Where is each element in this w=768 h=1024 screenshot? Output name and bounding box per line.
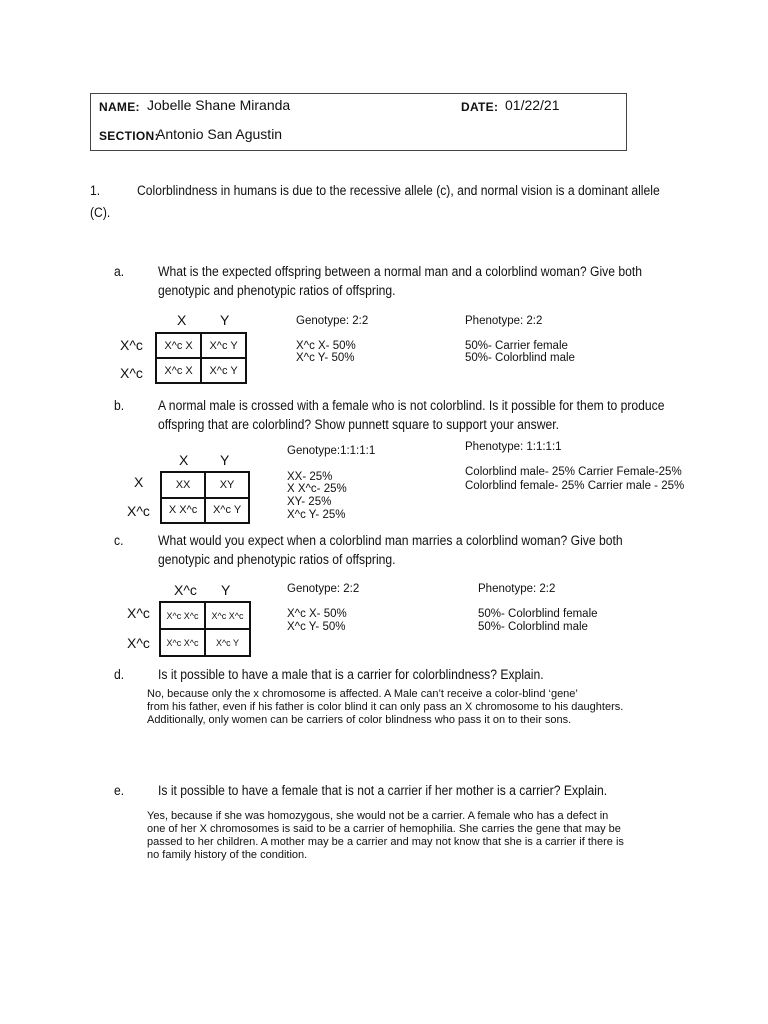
qa-col1: X bbox=[177, 312, 187, 328]
qd-letter: d. bbox=[114, 667, 125, 682]
qe-answer-line: no family history of the condition. bbox=[147, 849, 308, 861]
qc-genotype-line: X^c Y- 50% bbox=[287, 621, 346, 633]
section-value: Antonio San Agustin bbox=[156, 126, 283, 142]
qc-cell: X^c X^c bbox=[160, 629, 205, 656]
q1-number: 1. bbox=[90, 183, 101, 198]
qb-phenotype-line: Colorblind female- 25% Carrier male - 25% bbox=[465, 480, 685, 492]
section-label: SECTION: bbox=[99, 129, 159, 143]
qa-punnett-square bbox=[155, 332, 247, 384]
qc-phenotype-line: 50%- Colorblind male bbox=[478, 621, 588, 633]
qd-answer-line: Additionally, only women can be carriers of color blindness who pass it on to their sons. bbox=[147, 714, 572, 726]
qc-phenotype-title: Phenotype: 2:2 bbox=[478, 583, 556, 595]
qa-phenotype-line: 50%- Colorblind male bbox=[465, 352, 575, 364]
qc-punnett-square bbox=[159, 601, 251, 657]
qc-cell: X^c Y bbox=[205, 629, 250, 656]
qa-row2: X^c bbox=[120, 365, 143, 381]
qa-cell: X^c X bbox=[156, 358, 201, 383]
name-value: Jobelle Shane Miranda bbox=[147, 97, 291, 113]
qa-phenotype-title: Phenotype: 2:2 bbox=[465, 315, 543, 327]
q1-text-line2: (C). bbox=[90, 205, 111, 220]
qc-row2: X^c bbox=[127, 635, 150, 651]
qb-genotype-line: X^c Y- 25% bbox=[287, 509, 346, 521]
qb-phenotype-line: Colorblind male- 25% Carrier Female-25% bbox=[465, 466, 682, 478]
qb-cell: XX bbox=[161, 472, 205, 498]
qb-col1: X bbox=[179, 452, 189, 468]
qb-cell: X^c Y bbox=[205, 498, 249, 524]
qa-row1: X^c bbox=[120, 337, 143, 353]
q1-text-line1: Colorblindness in humans is due to the recessive allele (c), and normal vision is a dominant allele bbox=[137, 183, 660, 198]
qb-line2: offspring that are colorblind? Show punnett square to support your answer. bbox=[158, 417, 559, 432]
qe-answer-line: passed to her children. A mother may be a carrier and may not know that she is a carrier if there is bbox=[147, 836, 624, 848]
qc-cell: X^c X^c bbox=[160, 602, 205, 629]
qb-line1: A normal male is crossed with a female who is not colorblind. Is it possible for them to produce bbox=[158, 398, 665, 413]
qc-line1: What would you expect when a colorblind man marries a colorblind woman? Give both bbox=[158, 533, 623, 548]
qa-cell: X^c Y bbox=[201, 333, 246, 358]
qb-letter: b. bbox=[114, 398, 125, 413]
qc-cell: X^c X^c bbox=[205, 602, 250, 629]
name-label: NAME: bbox=[99, 100, 140, 114]
qa-genotype-line: X^c Y- 50% bbox=[296, 352, 355, 364]
qb-row1: X bbox=[134, 474, 144, 490]
qd-answer-line: No, because only the x chromosome is affected. A Male can’t receive a color-blind ‘gene’ bbox=[147, 688, 578, 700]
qe-question: Is it possible to have a female that is not a carrier if her mother is a carrier? Explain. bbox=[158, 783, 608, 798]
qb-cell: X X^c bbox=[161, 498, 205, 524]
qd-answer-line: from his father, even if his father is color blind it can only pass an X chromosome to his daughters. bbox=[147, 701, 624, 713]
qc-row1: X^c bbox=[127, 605, 150, 621]
qa-line1: What is the expected offspring between a normal man and a colorblind woman? Give both bbox=[158, 264, 643, 279]
qb-genotype-line: X X^c- 25% bbox=[287, 483, 347, 495]
qa-cell: X^c X bbox=[156, 333, 201, 358]
date-value: 01/22/21 bbox=[505, 97, 560, 113]
qa-genotype-line: X^c X- 50% bbox=[296, 340, 356, 352]
qe-letter: e. bbox=[114, 783, 125, 798]
qb-cell: XY bbox=[205, 472, 249, 498]
date-label: DATE: bbox=[461, 100, 499, 114]
qa-genotype-title: Genotype: 2:2 bbox=[296, 315, 369, 327]
qb-genotype-line: XY- 25% bbox=[287, 496, 332, 508]
qa-col2: Y bbox=[220, 312, 230, 328]
qe-answer-line: one of her X chromosomes is said to be a carrier of hemophilia. She carries the gene that may be bbox=[147, 823, 621, 835]
qe-answer-line: Yes, because if she was homozygous, she would not be a carrier. A female who has a defect in bbox=[147, 810, 609, 822]
qc-phenotype-line: 50%- Colorblind female bbox=[478, 608, 598, 620]
qd-question: Is it possible to have a male that is a carrier for colorblindness? Explain. bbox=[158, 667, 544, 682]
qb-genotype-line: XX- 25% bbox=[287, 471, 333, 483]
qb-phenotype-title: Phenotype: 1:1:1:1 bbox=[465, 441, 562, 453]
qa-phenotype-line: 50%- Carrier female bbox=[465, 340, 568, 352]
qb-row2: X^c bbox=[127, 503, 150, 519]
qc-letter: c. bbox=[114, 533, 124, 548]
qc-genotype-title: Genotype: 2:2 bbox=[287, 583, 360, 595]
qa-cell: X^c Y bbox=[201, 358, 246, 383]
qc-col1: X^c bbox=[174, 582, 197, 598]
qa-line2: genotypic and phenotypic ratios of offspring. bbox=[158, 283, 396, 298]
qc-line2: genotypic and phenotypic ratios of offspring. bbox=[158, 552, 396, 567]
qb-col2: Y bbox=[220, 452, 230, 468]
qb-punnett-square bbox=[160, 471, 250, 524]
qa-letter: a. bbox=[114, 264, 125, 279]
qb-genotype-title: Genotype:1:1:1:1 bbox=[287, 445, 376, 457]
qc-col2: Y bbox=[221, 582, 231, 598]
qc-genotype-line: X^c X- 50% bbox=[287, 608, 347, 620]
